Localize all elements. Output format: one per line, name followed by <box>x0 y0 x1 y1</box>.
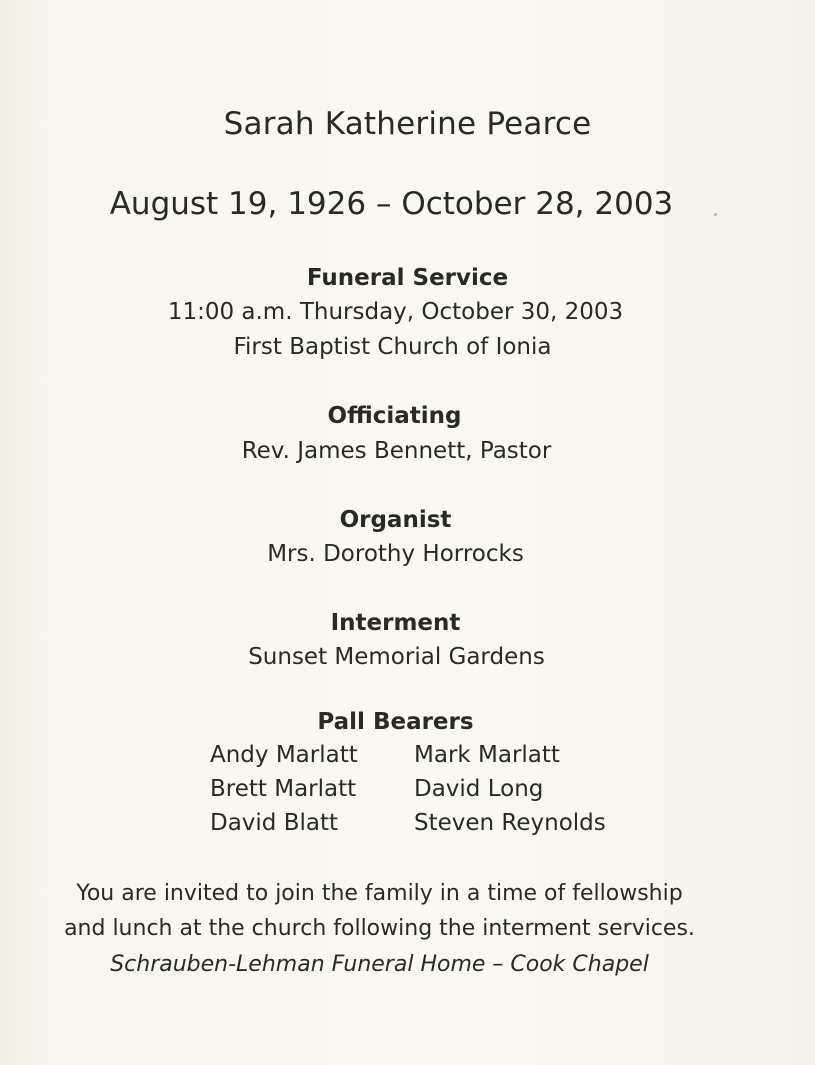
pall-bearer: David Long <box>414 776 544 802</box>
funeral-service-place: First Baptist Church of Ionia <box>233 334 552 360</box>
invitation-line-2: and lunch at the church following the interment services. <box>64 916 695 941</box>
pall-bearer: Andy Marlatt <box>210 742 358 768</box>
organist-heading: Organist <box>339 507 452 533</box>
pall-bearers-list <box>210 742 630 852</box>
pall-bearers-heading: Pall Bearers <box>317 709 474 735</box>
deceased-name: Sarah Katherine Pearce <box>223 106 592 142</box>
funeral-home-name: Schrauben-Lehman Funeral Home – Cook Chapel <box>110 952 649 977</box>
interment-heading: Interment <box>330 610 461 636</box>
officiating-name: Rev. James Bennett, Pastor <box>241 438 552 464</box>
pall-bearer: Steven Reynolds <box>414 810 606 836</box>
pall-bearer: David Blatt <box>210 810 339 836</box>
pall-bearer: Mark Marlatt <box>414 742 560 768</box>
officiating-heading: Officiating <box>327 403 462 429</box>
funeral-service-heading: Funeral Service <box>306 265 509 291</box>
invitation-line-1: You are invited to join the family in a time of fellowship <box>76 881 683 906</box>
interment-place: Sunset Memorial Gardens <box>248 644 545 670</box>
life-dates: August 19, 1926 – October 28, 2003 <box>109 186 674 222</box>
organist-name: Mrs. Dorothy Horrocks <box>267 541 524 567</box>
scan-speck <box>714 213 717 216</box>
pall-bearer: Brett Marlatt <box>210 776 357 802</box>
funeral-service-time: 11:00 a.m. Thursday, October 30, 2003 <box>167 299 624 325</box>
